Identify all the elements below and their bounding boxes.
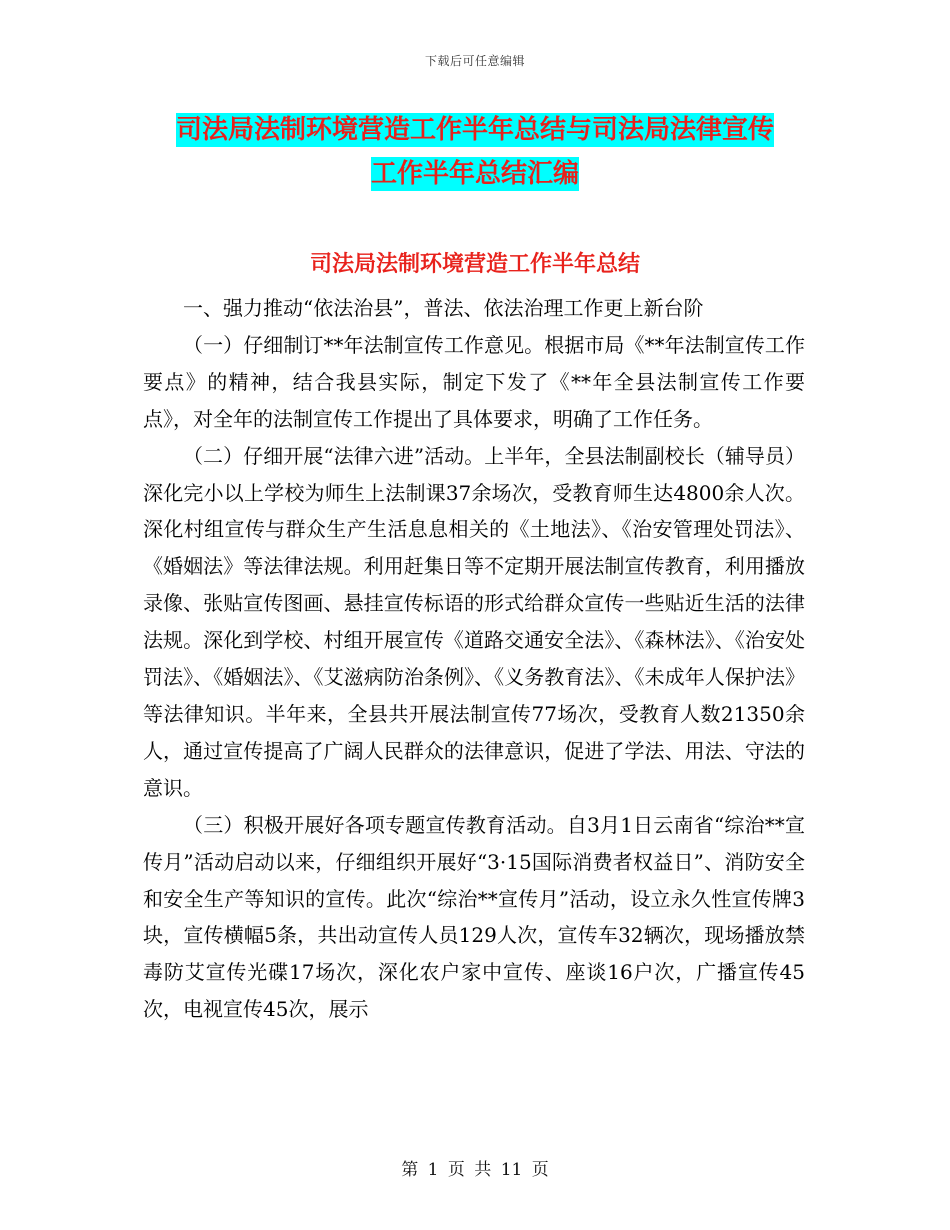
paragraph: （一）仔细制订**年法制宣传工作意见。根据市局《**年法制宣传工作要点》的精神，结合我县实际，制定下发了《**年全县法制宣传工作要点》，对全年的法制宣传工作提出了具体要求，明确了工作任务。: [143, 332, 805, 431]
document-title: [0, 108, 950, 196]
paragraph-heading: 一、强力推动“依法治县”，普法、依法治理工作更上新台阶: [183, 296, 704, 320]
document-title-line-1: 司法局法制环境营造工作半年总结与司法局法律宣传: [175, 115, 774, 145]
document-title-line-2: 工作半年总结汇编: [370, 159, 579, 189]
paragraph: （三）积极开展好各项专题宣传教育活动。自3月1日云南省“综治**宣传月”活动启动以来，仔细组织开展好“3·15国际消费者权益日”、消防安全和安全生产等知识的宣传。此次“综治**宣传月”活动，设立永久性宣传牌3块，宣传横幅5条，共出动宣传人员129人次，宣传车32辆次，现场播放禁毒防艾宣传光碟17场次，深化农户家中宣传、座谈16户次，广播宣传45次，电视宣传45次，展示: [143, 812, 805, 1022]
paragraph: （二）仔细开展“法律六进”活动。上半年，全县法制副校长（辅导员）深化完小以上学校为师生上法制课37余场次，受教育师生达4800余人次。深化村组宣传与群众生产生活息息相关的《土地法》、《治安管理处罚法》、《婚姻法》等法律法规。利用赶集日等不定期开展法制宣传教育，利用播放录像、张贴宣传图画、悬挂宣传标语的形式给群众宣传一些贴近生活的法律法规。深化到学校、村组开展宣传《道路交通安全法》、《森林法》、《治安处罚法》、《婚姻法》、《艾滋病防治条例》、《义务教育法》、《未成年人保护法》等法律知识。半年来，全县共开展法制宣传77场次，受教育人数21350余人，通过宣传提高了广阔人民群众的法律意识，促进了学法、用法、守法的意识。: [143, 443, 805, 800]
section-title: 司法局法制环境营造工作半年总结: [309, 252, 640, 277]
page-number-footer: 第 1 页 共 11 页: [401, 1160, 549, 1180]
page-header-note: 下载后可任意编辑: [424, 54, 525, 68]
document-body: [143, 290, 805, 1028]
